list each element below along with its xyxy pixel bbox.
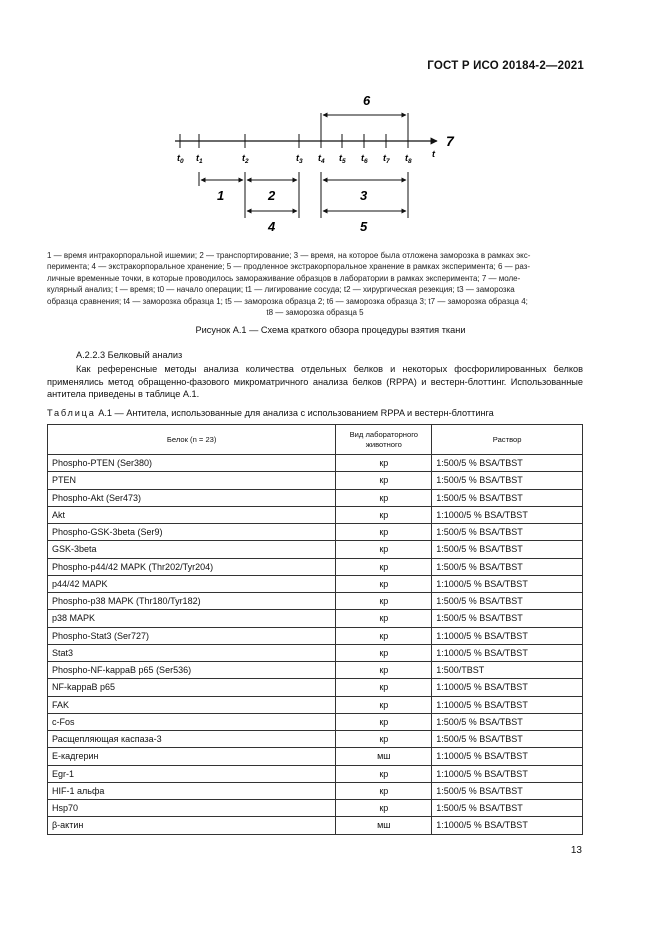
time-label-t3: $t_3$ (296, 153, 303, 165)
table-caption-text: А.1 — Антитела, использованные для анализа с использованием RPPA и вестерн-блоттинга (98, 408, 494, 418)
cell-protein: NF-kappaB p65 (48, 679, 336, 696)
cell-solution: 1:1000/5 % BSA/TBST (432, 817, 583, 834)
time-label-t4: $t_4$ (318, 153, 325, 165)
table-row (48, 800, 583, 817)
cell-protein: Phospho-NF-kappaB p65 (Ser536) (48, 662, 336, 679)
cell-protein: Phospho-Akt (Ser473) (48, 489, 336, 506)
cell-solution: 1:1000/5 % BSA/TBST (432, 696, 583, 713)
table-row (48, 558, 583, 575)
cell-solution: 1:500/5 % BSA/TBST (432, 610, 583, 627)
table-row (48, 696, 583, 713)
time-label-t5: $t_5$ (339, 153, 346, 165)
cell-solution: 1:500/5 % BSA/TBST (432, 541, 583, 558)
interval-2-label: 2 (268, 188, 276, 203)
cell-solution: 1:500/5 % BSA/TBST (432, 800, 583, 817)
cell-animal: кр (336, 713, 432, 730)
figure-legend (47, 250, 583, 318)
table-caption (47, 408, 494, 418)
time-label-t8: $t_8$ (405, 153, 412, 165)
cell-protein: GSK-3beta (48, 541, 336, 558)
interval-3-label: 3 (360, 188, 368, 203)
cell-solution: 1:1000/5 % BSA/TBST (432, 644, 583, 661)
timeline-diagram (0, 0, 661, 250)
cell-protein: FAK (48, 696, 336, 713)
interval-4-label: 4 (268, 219, 276, 234)
cell-animal: кр (336, 644, 432, 661)
table-row (48, 713, 583, 730)
cell-animal: кр (336, 610, 432, 627)
table-row (48, 627, 583, 644)
table-row (48, 524, 583, 541)
cell-animal: мш (336, 748, 432, 765)
cell-solution: 1:500/5 % BSA/TBST (432, 782, 583, 799)
table-row (48, 765, 583, 782)
cell-solution: 1:1000/5 % BSA/TBST (432, 506, 583, 523)
cell-animal: кр (336, 558, 432, 575)
cell-protein: Phospho-PTEN (Ser380) (48, 455, 336, 472)
table-row (48, 455, 583, 472)
antibodies-table (47, 424, 583, 835)
cell-protein: Egr-1 (48, 765, 336, 782)
cell-solution: 1:500/TBST (432, 662, 583, 679)
cell-animal: кр (336, 541, 432, 558)
interval-6-label: 6 (363, 93, 371, 108)
table-row (48, 610, 583, 627)
table-row (48, 679, 583, 696)
time-label-t1: $t_1$ (196, 153, 203, 165)
cell-animal: кр (336, 782, 432, 799)
cell-animal: кр (336, 696, 432, 713)
section-heading: А.2.2.3 Белковый анализ (76, 350, 183, 360)
cell-solution: 1:1000/5 % BSA/TBST (432, 575, 583, 592)
cell-animal: кр (336, 506, 432, 523)
cell-protein: p38 MAPK (48, 610, 336, 627)
page-number: 13 (570, 845, 582, 856)
cell-solution: 1:1000/5 % BSA/TBST (432, 748, 583, 765)
table-row (48, 541, 583, 558)
cell-animal: кр (336, 575, 432, 592)
cell-animal: кр (336, 489, 432, 506)
header-solution: Раствор (432, 425, 583, 455)
time-label-t7: $t_7$ (383, 153, 390, 165)
table-row (48, 748, 583, 765)
time-label-t2: $t_2$ (242, 153, 249, 165)
cell-animal: кр (336, 800, 432, 817)
cell-protein: Phospho-GSK-3beta (Ser9) (48, 524, 336, 541)
cell-solution: 1:1000/5 % BSA/TBST (432, 679, 583, 696)
header-animal: Вид лабораторного животного (336, 425, 432, 455)
legend-line: 1 — время интракорпоральной ишемии; 2 — транспортирование; 3 — время, на которое была отложена заморозка в рамках экс- (47, 251, 531, 260)
table-row (48, 593, 583, 610)
cell-protein: PTEN (48, 472, 336, 489)
legend-line: образца сравнения; t4 — заморозка образца 1; t5 — заморозка образца 2; t6 — заморозка образца 3; t7 — заморозка образца 4; (47, 296, 528, 306)
table-row (48, 782, 583, 799)
interval-1-label: 1 (217, 188, 225, 203)
cell-solution: 1:1000/5 % BSA/TBST (432, 627, 583, 644)
cell-solution: 1:500/5 % BSA/TBST (432, 472, 583, 489)
time-label-t0: $t_0$ (177, 153, 184, 165)
table-row (48, 575, 583, 592)
cell-solution: 1:500/5 % BSA/TBST (432, 558, 583, 575)
cell-protein: p44/42 MAPK (48, 575, 336, 592)
cell-protein: c-Fos (48, 713, 336, 730)
section-paragraph: Как референсные методы анализа количества отдельных белков и некоторых фосфорилированных белков применялись метод обращенно-фазового микроматричного анализа белков (RPPA) и вестерн-блоттинг. Использованные антитела приведены в таблице А.1. (47, 364, 583, 399)
legend-line: перимента; 4 — экстракорпоральное хранение; 5 — продленное экстракорпоральное хранение в рамках эксперимента; 6 — раз- (47, 262, 531, 272)
cell-protein: Расщепляющая каспаза-3 (48, 731, 336, 748)
table-row (48, 489, 583, 506)
table-row (48, 731, 583, 748)
time-labels (177, 153, 412, 165)
cell-protein: Phospho-Stat3 (Ser727) (48, 627, 336, 644)
cell-protein: HIF-1 альфа (48, 782, 336, 799)
table-row (48, 506, 583, 523)
cell-solution: 1:500/5 % BSA/TBST (432, 593, 583, 610)
axis-end-label: 7 (446, 133, 454, 149)
cell-animal: мш (336, 817, 432, 834)
cell-animal: кр (336, 679, 432, 696)
cell-animal: кр (336, 593, 432, 610)
table-row (48, 644, 583, 661)
legend-line: t8 — заморозка образца 5 (266, 308, 364, 318)
cell-solution: 1:500/5 % BSA/TBST (432, 489, 583, 506)
cell-protein: β-актин (48, 817, 336, 834)
table-row (48, 817, 583, 834)
time-label-t6: $t_6$ (361, 153, 368, 165)
axis-variable-label: t (432, 149, 435, 159)
header-protein: Белок (n = 23) (48, 425, 336, 455)
document-header: ГОСТ Р ИСО 20184-2—2021 (427, 60, 584, 72)
cell-protein: Phospho-p44/42 MAPK (Thr202/Tyr204) (48, 558, 336, 575)
cell-protein: Е-кадгерин (48, 748, 336, 765)
legend-line: кулярный анализ; t — время; t0 — начало операции; t1 — лигирование сосуда; t2 — хирургическая резекция; t3 — заморозка (47, 285, 515, 295)
cell-animal: кр (336, 472, 432, 489)
table-caption-label: Таблица (47, 408, 96, 418)
cell-solution: 1:500/5 % BSA/TBST (432, 455, 583, 472)
table-row (48, 472, 583, 489)
table-header-row (48, 425, 583, 455)
legend-line: личные временные точки, в которые проводилось замораживание образцов в лаборатории в рамках эксперимента; 7 — моле- (47, 273, 521, 283)
cell-solution: 1:500/5 % BSA/TBST (432, 713, 583, 730)
cell-protein: Akt (48, 506, 336, 523)
cell-animal: кр (336, 731, 432, 748)
cell-animal: кр (336, 524, 432, 541)
interval-5-label: 5 (360, 219, 368, 234)
cell-animal: кр (336, 627, 432, 644)
cell-animal: кр (336, 662, 432, 679)
cell-animal: кр (336, 765, 432, 782)
cell-solution: 1:500/5 % BSA/TBST (432, 731, 583, 748)
cell-solution: 1:1000/5 % BSA/TBST (432, 765, 583, 782)
cell-solution: 1:500/5 % BSA/TBST (432, 524, 583, 541)
cell-protein: Stat3 (48, 644, 336, 661)
cell-protein: Phospho-p38 MAPK (Thr180/Tyr182) (48, 593, 336, 610)
cell-protein: Hsp70 (48, 800, 336, 817)
cell-animal: кр (336, 455, 432, 472)
figure-caption: Рисунок А.1 — Схема краткого обзора процедуры взятия ткани (195, 325, 466, 335)
table-row (48, 662, 583, 679)
